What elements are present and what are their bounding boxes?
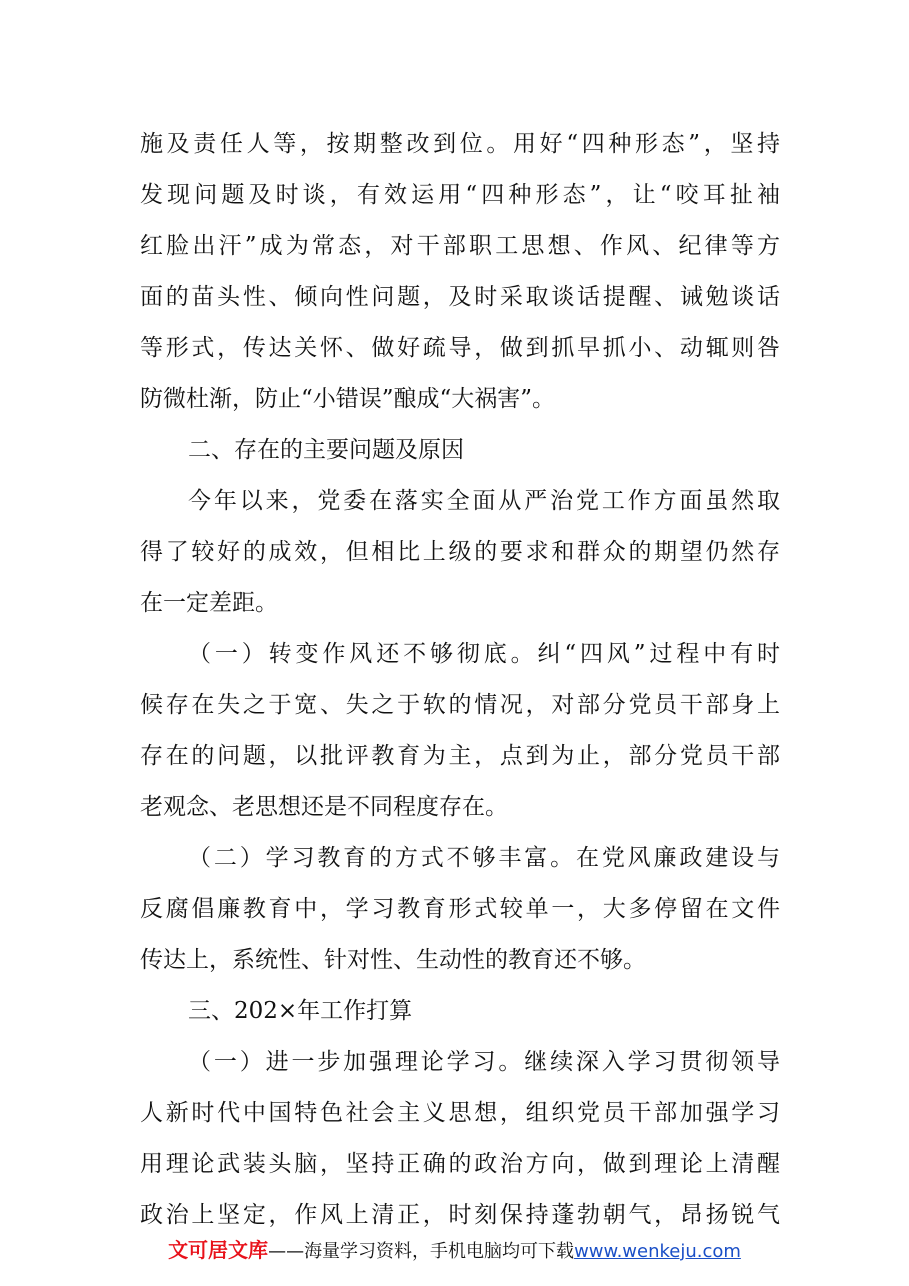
body-line: 存在的问题，以批评教育为主，点到为止，部分党员干部: [140, 743, 780, 769]
body-line: 老观念、老思想还是不同程度存在。: [140, 794, 508, 820]
body-line: （一）进一步加强理论学习。继续深入学习贯彻领导: [188, 1049, 780, 1075]
body-line: 候存在失之于宽、失之于软的情况，对部分党员干部身上: [140, 692, 780, 718]
section-heading: 二、存在的主要问题及原因: [188, 437, 464, 463]
body-line: 人新时代中国特色社会主义思想，组织党员干部加强学习: [140, 1100, 780, 1126]
footer-brand: 文可居文库: [168, 1238, 269, 1262]
body-line: 在一定差距。: [140, 590, 278, 616]
body-line: （一）转变作风还不够彻底。纠“四风”过程中有时: [188, 641, 780, 667]
footer-tagline: ——海量学习资料，手机电脑均可下载: [268, 1241, 575, 1262]
body-line: 防微杜渐，防止“小错误”酿成“大祸害”。: [140, 386, 556, 412]
body-line: 等形式，传达关怀、做好疏导，做到抓早抓小、动辄则咎: [140, 335, 780, 361]
body-line: 用理论武装头脑，坚持正确的政治方向，做到理论上清醒: [140, 1151, 780, 1177]
body-line: 传达上，系统性、针对性、生动性的教育还不够。: [140, 947, 646, 973]
body-line: 反腐倡廉教育中，学习教育形式较单一，大多停留在文件: [140, 896, 780, 922]
body-line: 施及责任人等，按期整改到位。用好“四种形态”，坚持: [140, 131, 780, 157]
body-line: 红脸出汗”成为常态，对干部职工思想、作风、纪律等方: [140, 233, 780, 259]
body-line: 发现问题及时谈，有效运用“四种形态”，让“咬耳扯袖: [140, 182, 780, 208]
section-heading: 三、202×年工作打算: [188, 998, 413, 1024]
body-line: 面的苗头性、倾向性问题，及时采取谈话提醒、诫勉谈话: [140, 284, 780, 310]
footer-site-link[interactable]: www.wenkeju.com: [574, 1241, 741, 1262]
footer-banner: [0, 1236, 909, 1266]
body-line: 今年以来，党委在落实全面从严治党工作方面虽然取: [188, 488, 780, 514]
body-line: 政治上坚定，作风上清正，时刻保持蓬勃朝气，昂扬锐气: [140, 1202, 780, 1228]
body-line: （二）学习教育的方式不够丰富。在党风廉政建设与: [188, 845, 780, 871]
body-line: 得了较好的成效，但相比上级的要求和群众的期望仍然存: [140, 539, 780, 565]
